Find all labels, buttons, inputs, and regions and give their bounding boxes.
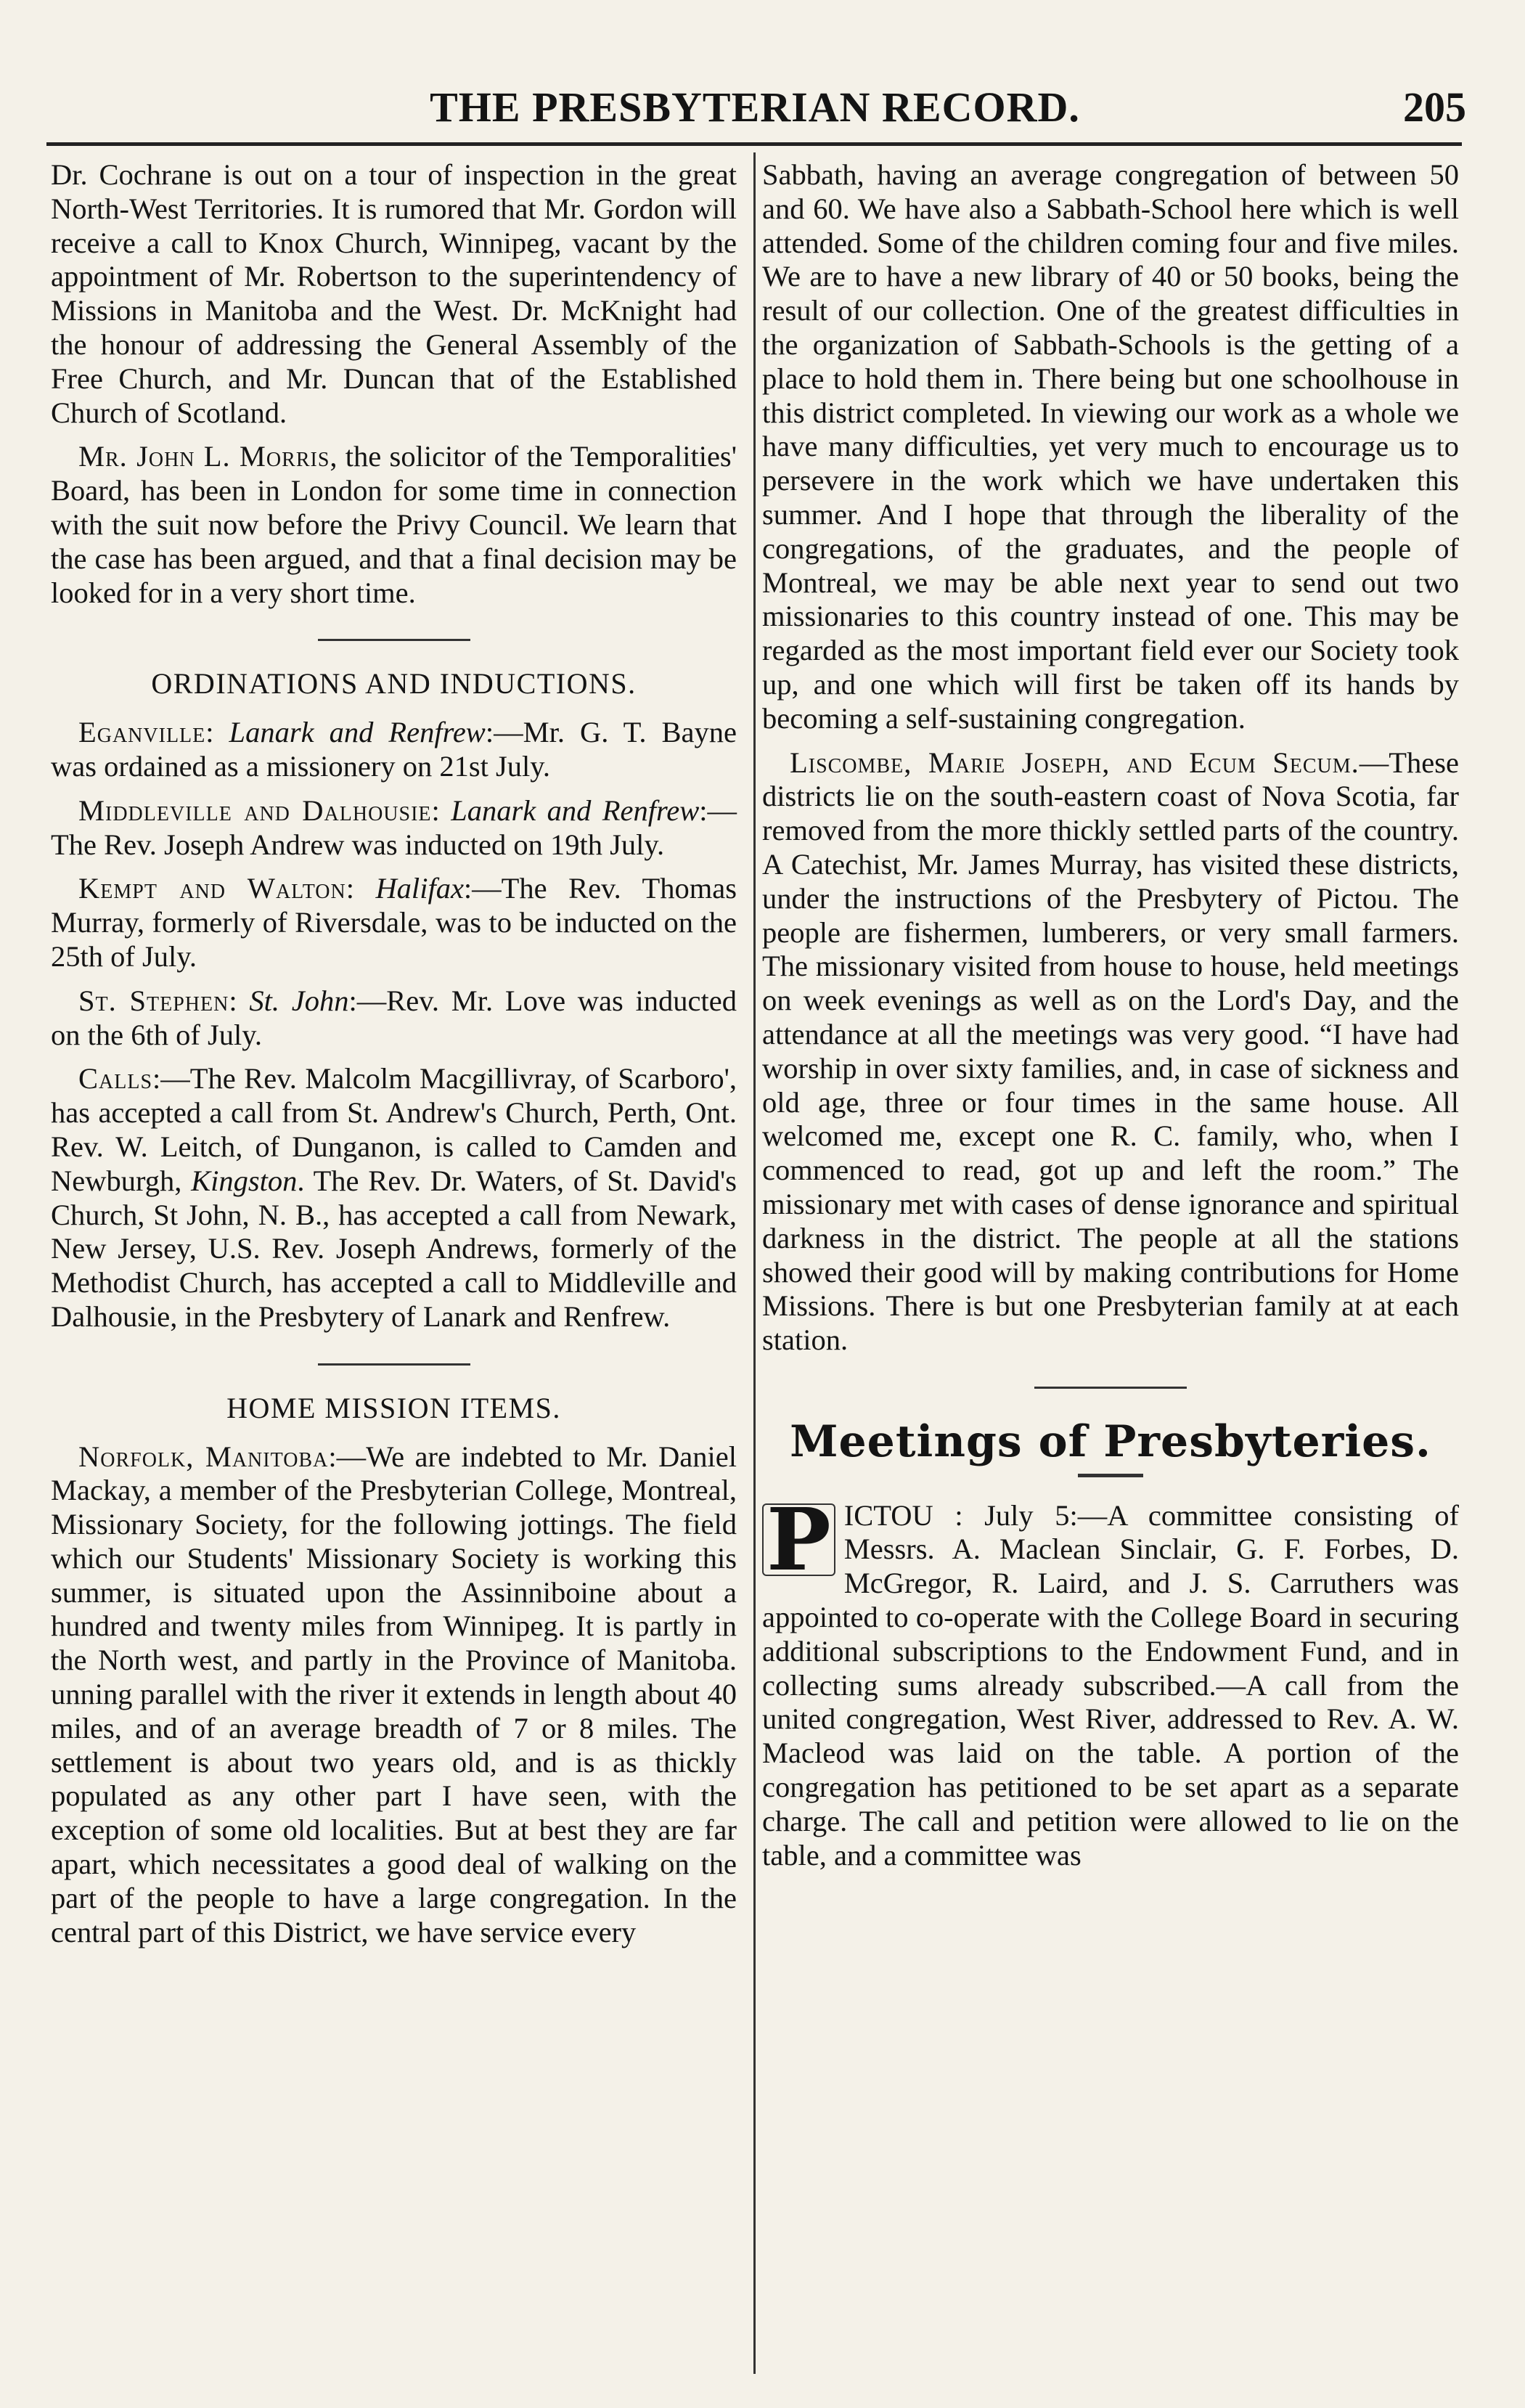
list-item: St. Stephen: St. John:—Rev. Mr. Love was inducted on the 6th of July. [51, 984, 737, 1051]
list-item: Middleville and Dalhousie: Lanark and Renfrew:—The Rev. Joseph Andrew was inducted on 19th July. [51, 793, 737, 861]
page-header [44, 80, 1466, 145]
list-item: Kempt and Walton: Halifax:—The Rev. Thomas Murray, formerly of Riversdale, was to be inducted on the 25th of July. [51, 872, 737, 973]
paragraph: Norfolk, Manitoba:—We are indebted to Mr. Daniel Mackay, a member of the Presbyterian College, Montreal, Missionary Society, for the following jottings. The field which our Students' Missionary Society is working this summer, is situated upon the Assinniboine about a hundred and twenty miles from Winnipeg. It is partly in the North west, and partly in the Province of Manitoba. unning parallel with the river it extends in length about 40 miles, and of an average breadth of 7 or 8 miles. The settlement is about two years old, and is as thickly populated as any other part I have seen, with the exception of some old localities. But at best they are far apart, which necessitates a good deal of walking on the part of the people to have a large congregation. In the central part of this District, we have service every [51, 1440, 737, 1948]
left-column [51, 158, 737, 1959]
drop-cap: P [762, 1503, 835, 1576]
section-rule [1078, 1474, 1143, 1477]
section-heading: Meetings of Presbyteries. [790, 1416, 1431, 1467]
section-heading: ORDINATIONS AND INDUCTIONS. [151, 667, 637, 701]
header-rule [46, 142, 1462, 146]
section-rule [318, 1363, 470, 1366]
section-rule [1034, 1387, 1187, 1389]
lead-in: Mr. John L. Morris [78, 440, 330, 473]
paragraph: Dr. Cochrane is out on a tour of inspection in the great North-West Territories. It is rumored that Mr. Gordon will receive a call to Knox Church, Winnipeg, vacant by the appointment of Mr. Robertson to the superintendency of Missions in Manitoba and the West. Dr. McKnight had the honour of addressing the General Assembly of the Free Church, and Mr. Duncan that of the Established Church of Scotland. [51, 158, 737, 429]
paragraph: Sabbath, having an average congregation of between 50 and 60. We have also a Sabbath-School here which is well attended. Some of the children coming four and five miles. We are to have a new library of 40 or 50 books, being the result of our collection. One of the greatest difficulties in the organization of Sabbath-Schools is the getting of a place to hold them in. There being but one schoolhouse in this district completed. In viewing our work as a whole we have many difficulties, yet very much to encourage us to persevere in the work which we have undertaken this summer. And I hope that through the liberality of the congregations, of the graduates, and the people of Montreal, we may be able next year to send out two missionaries to this country instead of one. This may be regarded as the most important field ever our Society took up, and one which will first be taken off its hands by becoming a self-sustaining congregation. [762, 158, 1459, 735]
list-item: Eganville: Lanark and Renfrew:—Mr. G. T. Bayne was ordained as a missionery on 21st July. [51, 716, 737, 783]
paragraph: Liscombe, Marie Joseph, and Ecum Secum.—These districts lie on the south-eastern coast of Nova Scotia, far removed from the more thickly settled parts of the country. A Catechist, Mr. James Murray, has visited these districts, under the instructions of the Presbytery of Pictou. The people are fishermen, lumberers, or very small farmers. The missionary visited from house to house, held meetings on week evenings as well as on the Lord's Day, and the attendance at all the meetings was very good. “I have had worship in over sixty families, and, in case of sickness and old age, three or four times in the same house. All welcomed me, except one R. C. family, who, when I commenced to read, got up and left the room.” The missionary met with cases of dense ignorance and spiritual darkness in the district. The people at all the stations showed their good will by making contributions for Home Missions. There is but one Presbyterian family at at each station. [762, 746, 1459, 1357]
column-divider [753, 152, 756, 2374]
page-title: THE PRESBYTERIAN RECORD. [430, 83, 1080, 131]
section-rule [318, 639, 470, 641]
page-number: 205 [1403, 83, 1466, 131]
paragraph: P ICTOU : July 5:—A committee consisting of Messrs. A. Maclean Sinclair, G. F. Forbes, D. McGregor, R. Laird, and J. S. Carruthers was appointed to co-operate with the College Board in securing additional subscriptions to the Endowment Fund, and in collecting sums already subscribed.—A call from the united congregation, West River, addressed to Rev. A. W. Macleod was laid on the table. A portion of the congregation has petitioned to be set apart as a separate charge. The call and petition were allowed to lie on the table, and a committee was [762, 1488, 1459, 1872]
right-column [762, 158, 1459, 1882]
section-heading: HOME MISSION ITEMS. [226, 1391, 561, 1424]
paragraph: Mr. John L. Morris, the solicitor of the Temporalities' Board, has been in London for some time in connection with the suit now before the Privy Council. We learn that the case has been argued, and that a final decision may be looked for in a very short time. [51, 440, 737, 609]
list-item: Calls:—The Rev. Malcolm Macgillivray, of Scarboro', has accepted a call from St. Andrew's Church, Perth, Ont. Rev. W. Leitch, of Dunganon, is called to Camden and Newburgh, Kingston. The Rev. Dr. Waters, of St. David's Church, St John, N. B., has accepted a call from Newark, New Jersey, U.S. Rev. Joseph Andrews, formerly of the Methodist Church, has accepted a call to Middleville and Dalhousie, in the Presbytery of Lanark and Renfrew. [51, 1062, 737, 1333]
